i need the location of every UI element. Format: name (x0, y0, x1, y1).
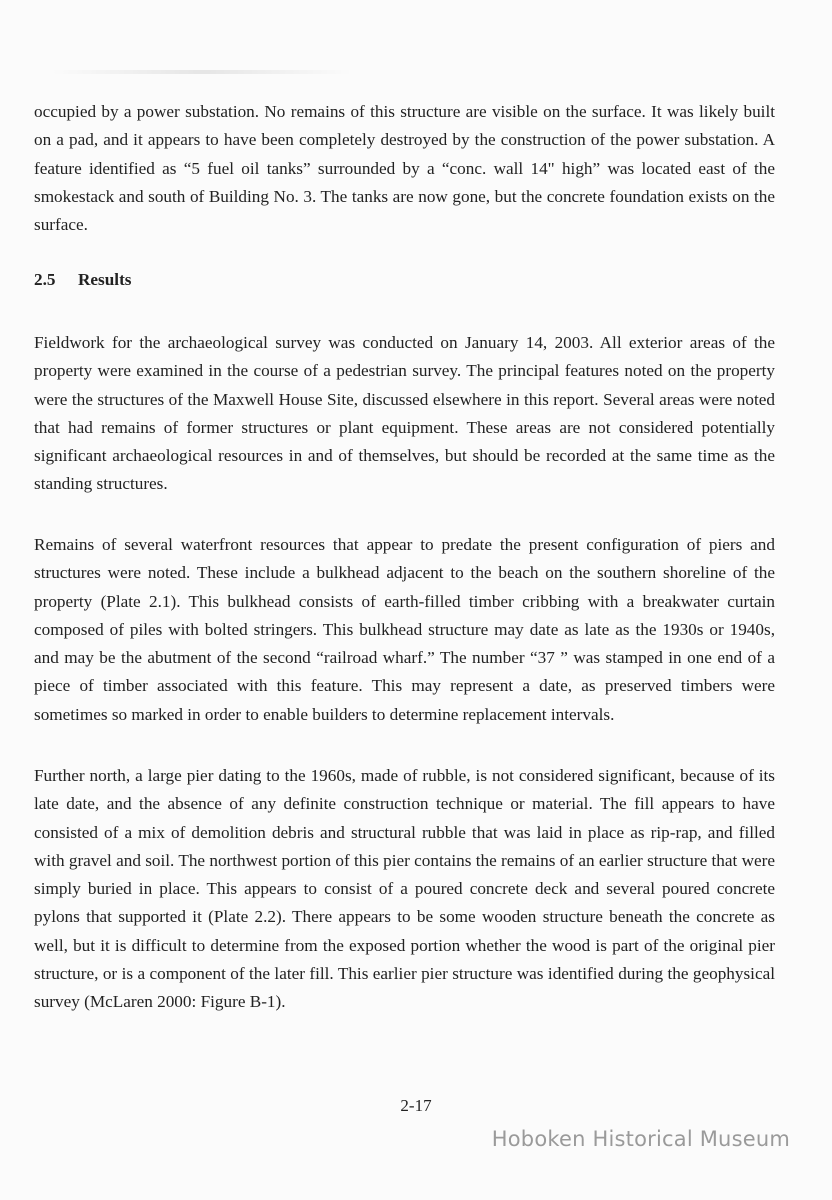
scan-artifact (52, 70, 352, 74)
section-number: 2.5 (34, 270, 56, 289)
paragraph-substation: occupied by a power substation. No remains of this structure are visible on the surface. It was likely built on a pad, and it appears to have been completely destroyed by the construction of the power substation. A feature identified as “5 fuel oil tanks” surrounded by a “conc. wall 14" high” was located east of the smokestack and south of Building No. 3. The tanks are now gone, but the concrete foundation exists on the surface. (34, 102, 775, 235)
museum-watermark: Hoboken Historical Museum (491, 1127, 790, 1151)
paragraph-fieldwork: Fieldwork for the archaeological survey was conducted on January 14, 2003. All exterior areas of the property were examined in the course of a pedestrian survey. The principal features noted on the property were the structures of the Maxwell House Site, discussed elsewhere in this report. Several areas were noted that had remains of former structures or plant equipment. These areas are not considered potentially significant archaeological resources in and of themselves, but should be recorded at the same time as the standing structures. (34, 333, 775, 494)
paragraph-pier: Further north, a large pier dating to the 1960s, made of rubble, is not considered significant, because of its late date, and the absence of any definite construction technique or material. The fill appears to have consisted of a mix of demolition debris and structural rubble that was laid in place as rip-rap, and filled with gravel and soil. The northwest portion of this pier contains the remains of an earlier structure that were simply buried in place. This appears to consist of a poured concrete deck and several poured concrete pylons that supported it (Plate 2.2). There appears to be some wooden structure beneath the concrete as well, but it is difficult to determine from the exposed portion whether the wood is part of the original pier structure, or is a component of the later fill. This earlier pier structure was identified during the geophysical survey (McLaren 2000: Figure B-1). (34, 766, 775, 1012)
paragraph-waterfront: Remains of several waterfront resources that appear to predate the present configuration of piers and structures were noted. These include a bulkhead adjacent to the beach on the southern shoreline of the property (Plate 2.1). This bulkhead consists of earth-filled timber cribbing with a breakwater curtain composed of piles with bolted stringers. This bulkhead structure may date as late as the 1930s or 1940s, and may be the abutment of the second “railroad wharf.” The number “37 ” was stamped in one end of a piece of timber associated with this feature. This may represent a date, as preserved timbers were sometimes so marked in order to enable builders to determine replacement intervals. (34, 535, 775, 724)
page-number: 2-17 (400, 1096, 432, 1115)
section-title: Results (78, 270, 132, 289)
section-heading (34, 270, 131, 290)
